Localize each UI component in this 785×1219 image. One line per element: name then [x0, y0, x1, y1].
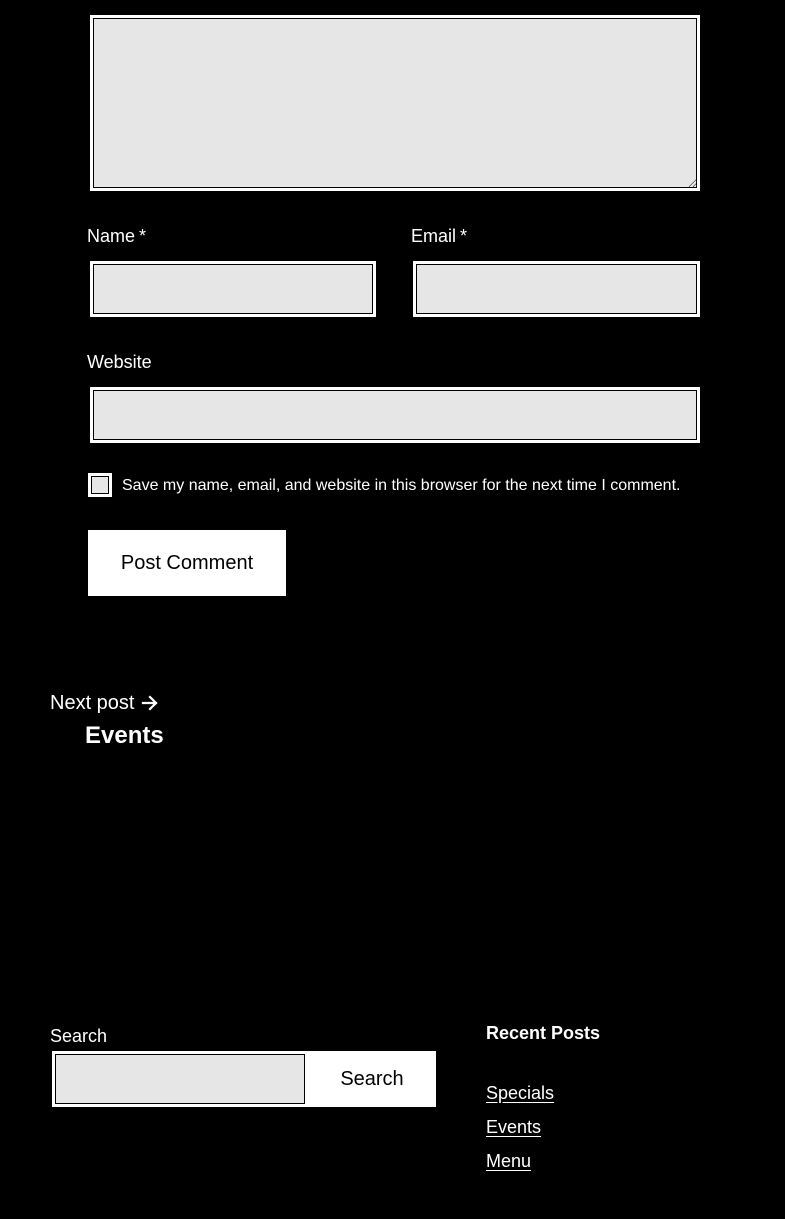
email-input[interactable]: [413, 261, 700, 317]
arrow-right-icon: [140, 693, 160, 713]
recent-post-link-events[interactable]: Events: [486, 1117, 542, 1137]
list-item: [486, 1076, 554, 1110]
recent-post-link-menu[interactable]: Menu: [486, 1151, 532, 1171]
email-label-text: Email: [411, 226, 457, 246]
next-post-label: Next post: [50, 692, 135, 714]
email-label: [411, 225, 467, 247]
list-item: [486, 1144, 554, 1178]
email-required-marker: *: [460, 226, 468, 246]
comment-textarea[interactable]: [90, 15, 700, 191]
post-comment-button[interactable]: Post Comment: [88, 530, 286, 596]
list-item: [486, 1110, 554, 1144]
name-label: [87, 225, 146, 247]
save-consent-label: Save my name, email, and website in this browser for the next time I comment.: [122, 477, 681, 494]
website-input[interactable]: [90, 387, 700, 443]
search-label: Search: [50, 1026, 108, 1046]
name-label-text: Name: [87, 226, 136, 246]
search-input[interactable]: [52, 1051, 308, 1107]
save-consent-checkbox[interactable]: [88, 473, 112, 497]
name-required-marker: *: [139, 226, 147, 246]
recent-post-link-specials[interactable]: Specials: [486, 1083, 555, 1103]
name-input[interactable]: [90, 261, 376, 317]
search-form: [52, 1051, 436, 1107]
website-label: Website: [87, 352, 152, 372]
recent-posts-title: Recent Posts: [486, 1023, 601, 1043]
search-button[interactable]: Search: [308, 1051, 436, 1107]
next-post-title[interactable]: Events: [85, 722, 164, 749]
recent-posts-list: [486, 1076, 554, 1178]
next-post-link[interactable]: [50, 691, 160, 715]
